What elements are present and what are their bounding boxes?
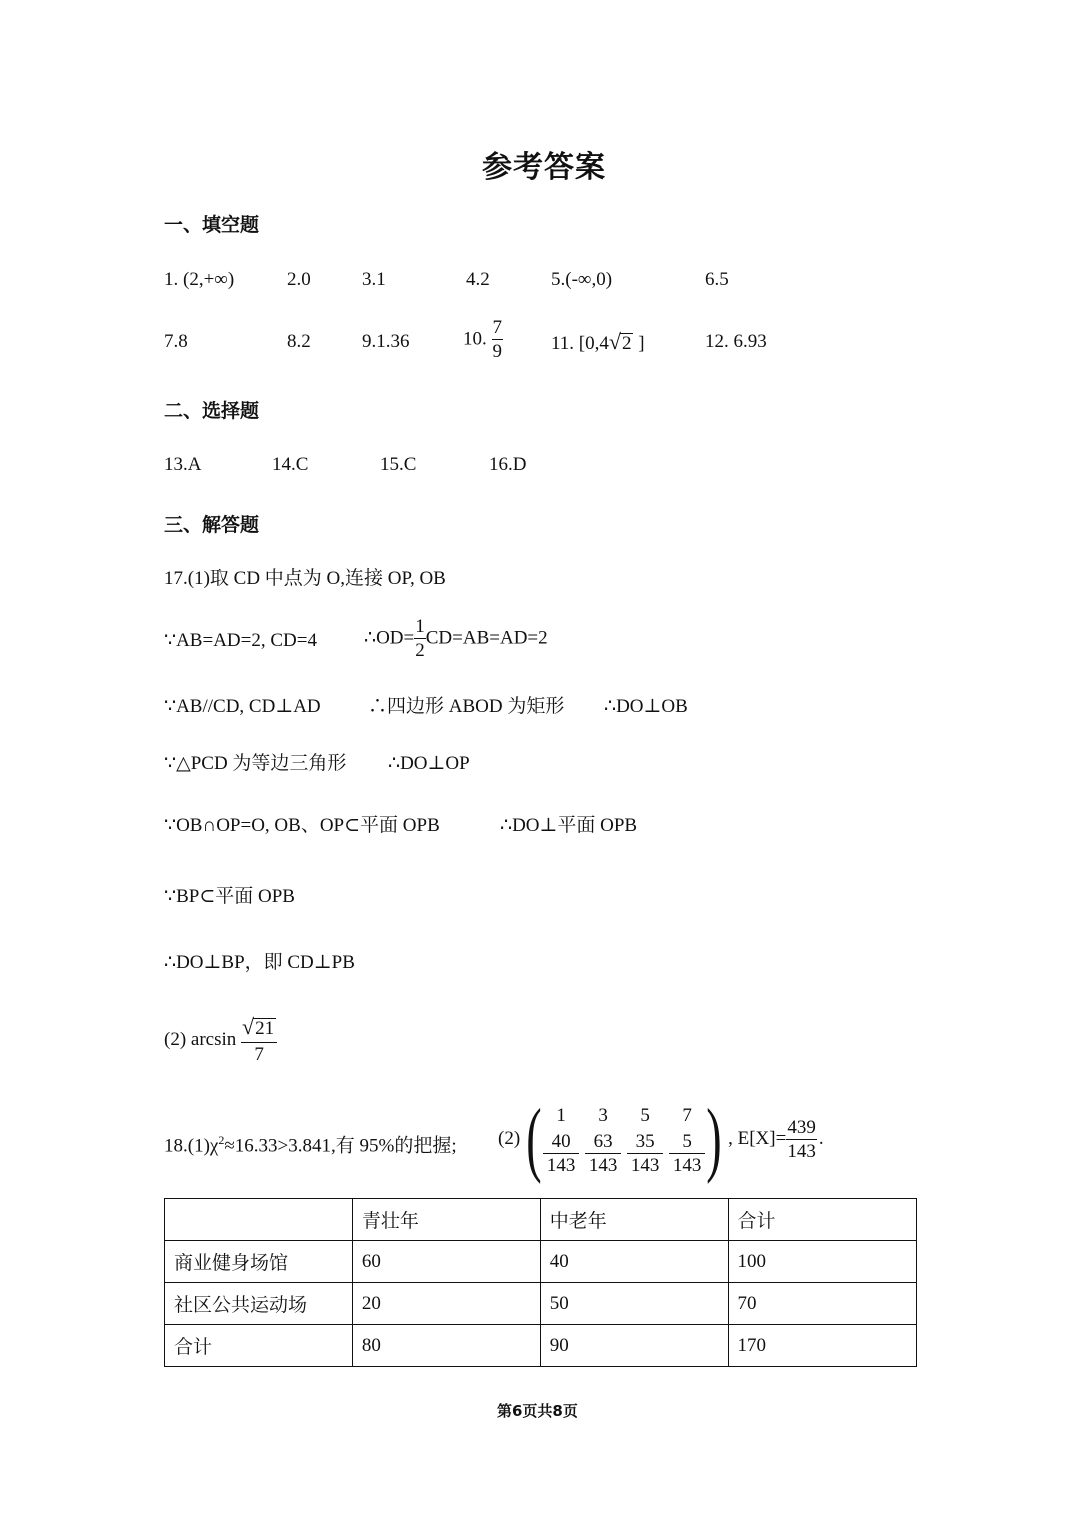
answer-15: 15.C bbox=[380, 454, 417, 475]
fraction-numerator: 7 bbox=[492, 317, 502, 338]
answer-11-prefix: 11. [0,4 bbox=[551, 333, 609, 354]
left-paren-icon: ( bbox=[526, 1092, 542, 1185]
answer-3: 3.1 bbox=[362, 269, 386, 290]
distribution-column bbox=[666, 1101, 708, 1178]
table-cell: 100 bbox=[728, 1241, 916, 1283]
q17-line-4a: ∵△PCD 为等边三角形 bbox=[164, 753, 347, 774]
right-paren-icon: ) bbox=[706, 1092, 722, 1185]
probability-denominator: 143 bbox=[546, 1154, 576, 1176]
sqrt-icon: √ bbox=[608, 329, 621, 354]
section-choice: 二、选择题 bbox=[164, 400, 260, 422]
distribution-value: 3 bbox=[598, 1104, 608, 1126]
probability-numerator: 40 bbox=[543, 1131, 579, 1154]
radicand: 2 bbox=[621, 333, 632, 354]
q18-chi: 18.(1)χ bbox=[164, 1135, 219, 1157]
q18-part-2 bbox=[498, 1092, 824, 1185]
q17-part-2 bbox=[164, 1016, 277, 1064]
table-row bbox=[165, 1241, 917, 1283]
q17-arcsin: (2) arcsin bbox=[164, 1028, 237, 1050]
table-cell bbox=[165, 1199, 353, 1241]
q17-line-5a: ∵OB∩OP=O, OB、OP⊂平面 OPB bbox=[164, 815, 440, 836]
table-cell: 社区公共运动场 bbox=[165, 1283, 353, 1325]
q18-chi-result: ≈16.33>3.841,有 95%的把握; bbox=[224, 1135, 457, 1157]
q17-line-2a: ∵AB=AD=2, CD=4 bbox=[164, 630, 317, 651]
table-row bbox=[165, 1325, 917, 1367]
distribution-value: 5 bbox=[640, 1104, 650, 1126]
fraction-numerator bbox=[241, 1016, 277, 1043]
table-cell: 90 bbox=[540, 1325, 728, 1367]
table-cell: 70 bbox=[728, 1283, 916, 1325]
q17-line-2b bbox=[364, 617, 548, 660]
q18-part-1 bbox=[164, 1128, 457, 1158]
table-cell: 青壮年 bbox=[352, 1199, 540, 1241]
probability-denominator: 143 bbox=[672, 1154, 702, 1176]
q17-line-5b: ∴DO⊥平面 OPB bbox=[500, 815, 638, 836]
table-cell: 20 bbox=[352, 1283, 540, 1325]
answer-10 bbox=[463, 318, 503, 361]
fraction-denominator: 143 bbox=[787, 1140, 816, 1162]
q18-distribution-matrix bbox=[540, 1101, 708, 1178]
answer-1: 1. (2,+∞) bbox=[164, 269, 235, 290]
q18-expectation-fraction bbox=[786, 1118, 817, 1161]
fraction-denominator: 2 bbox=[415, 640, 425, 661]
fraction-numerator: 439 bbox=[787, 1116, 816, 1138]
answer-12: 12. 6.93 bbox=[705, 331, 767, 352]
probability-denominator: 143 bbox=[630, 1154, 660, 1176]
answer-8: 8.2 bbox=[287, 331, 311, 352]
answer-11-suffix: ] bbox=[638, 333, 645, 354]
table-cell: 中老年 bbox=[540, 1199, 728, 1241]
page-footer: 第6页共8页 bbox=[497, 1402, 578, 1420]
table-cell: 商业健身场馆 bbox=[165, 1241, 353, 1283]
section-solve: 三、解答题 bbox=[164, 514, 260, 536]
answer-5: 5.(-∞,0) bbox=[551, 269, 613, 290]
probability-denominator: 143 bbox=[588, 1154, 618, 1176]
q17-line-6: ∵BP⊂平面 OPB bbox=[164, 886, 295, 907]
q17-line-3b: ∴四边形 ABOD 为矩形 bbox=[368, 696, 565, 717]
table-header-row bbox=[165, 1199, 917, 1241]
q17-line-7: ∴DO⊥BP，即 CD⊥PB bbox=[164, 952, 355, 973]
table-cell: 合计 bbox=[728, 1199, 916, 1241]
answer-4: 4.2 bbox=[466, 269, 490, 290]
fraction-denominator: 7 bbox=[254, 1043, 264, 1065]
q17-half-fraction bbox=[414, 617, 426, 660]
q17-line-3a: ∵AB//CD, CD⊥AD bbox=[164, 696, 321, 717]
q18-period: . bbox=[818, 1128, 824, 1149]
radicand: 21 bbox=[255, 1018, 275, 1039]
q17-arcsin-fraction bbox=[241, 1016, 277, 1064]
answer-7: 7.8 bbox=[164, 331, 188, 352]
answer-2: 2.0 bbox=[287, 269, 311, 290]
answer-10-fraction bbox=[492, 318, 504, 361]
answer-14: 14.C bbox=[272, 454, 309, 475]
sqrt-icon: √ bbox=[242, 1014, 255, 1039]
q17-line-3c: ∴DO⊥OB bbox=[604, 696, 688, 717]
fraction-denominator: 9 bbox=[492, 341, 502, 362]
distribution-column bbox=[624, 1101, 666, 1178]
page-title: 参考答案 bbox=[482, 150, 606, 185]
answer-9: 9.1.36 bbox=[362, 331, 410, 352]
table-cell: 170 bbox=[728, 1325, 916, 1367]
q18-chi-exponent: 2 bbox=[218, 1133, 225, 1147]
table-row bbox=[165, 1283, 917, 1325]
answer-11 bbox=[551, 330, 645, 356]
section-fill-blank: 一、填空题 bbox=[164, 214, 260, 236]
answer-13: 13.A bbox=[164, 454, 202, 475]
distribution-column bbox=[540, 1101, 582, 1178]
answer-6: 6.5 bbox=[705, 269, 729, 290]
q17-od-label: ∴OD= bbox=[364, 627, 415, 649]
q18-expectation-label: , E[X]= bbox=[728, 1128, 787, 1149]
fraction-numerator: 1 bbox=[415, 616, 425, 637]
answer-16: 16.D bbox=[489, 454, 527, 475]
distribution-value: 7 bbox=[682, 1104, 692, 1126]
probability-numerator: 63 bbox=[585, 1131, 621, 1154]
q17-od-rest: CD=AB=AD=2 bbox=[425, 627, 548, 649]
table-cell: 60 bbox=[352, 1241, 540, 1283]
table-cell: 80 bbox=[352, 1325, 540, 1367]
distribution-value: 1 bbox=[556, 1104, 566, 1126]
contingency-table bbox=[164, 1198, 917, 1367]
table-cell: 50 bbox=[540, 1283, 728, 1325]
probability-numerator: 35 bbox=[627, 1131, 663, 1154]
q17-line-1: 17.(1)取 CD 中点为 O,连接 OP, OB bbox=[164, 568, 446, 589]
table-cell: 40 bbox=[540, 1241, 728, 1283]
probability-numerator: 5 bbox=[669, 1131, 705, 1154]
q18-part-2-label: (2) bbox=[498, 1128, 521, 1149]
answer-10-prefix: 10. bbox=[463, 328, 487, 350]
q17-line-4b: ∴DO⊥OP bbox=[388, 753, 470, 774]
distribution-column bbox=[582, 1101, 624, 1178]
table-cell: 合计 bbox=[165, 1325, 353, 1367]
